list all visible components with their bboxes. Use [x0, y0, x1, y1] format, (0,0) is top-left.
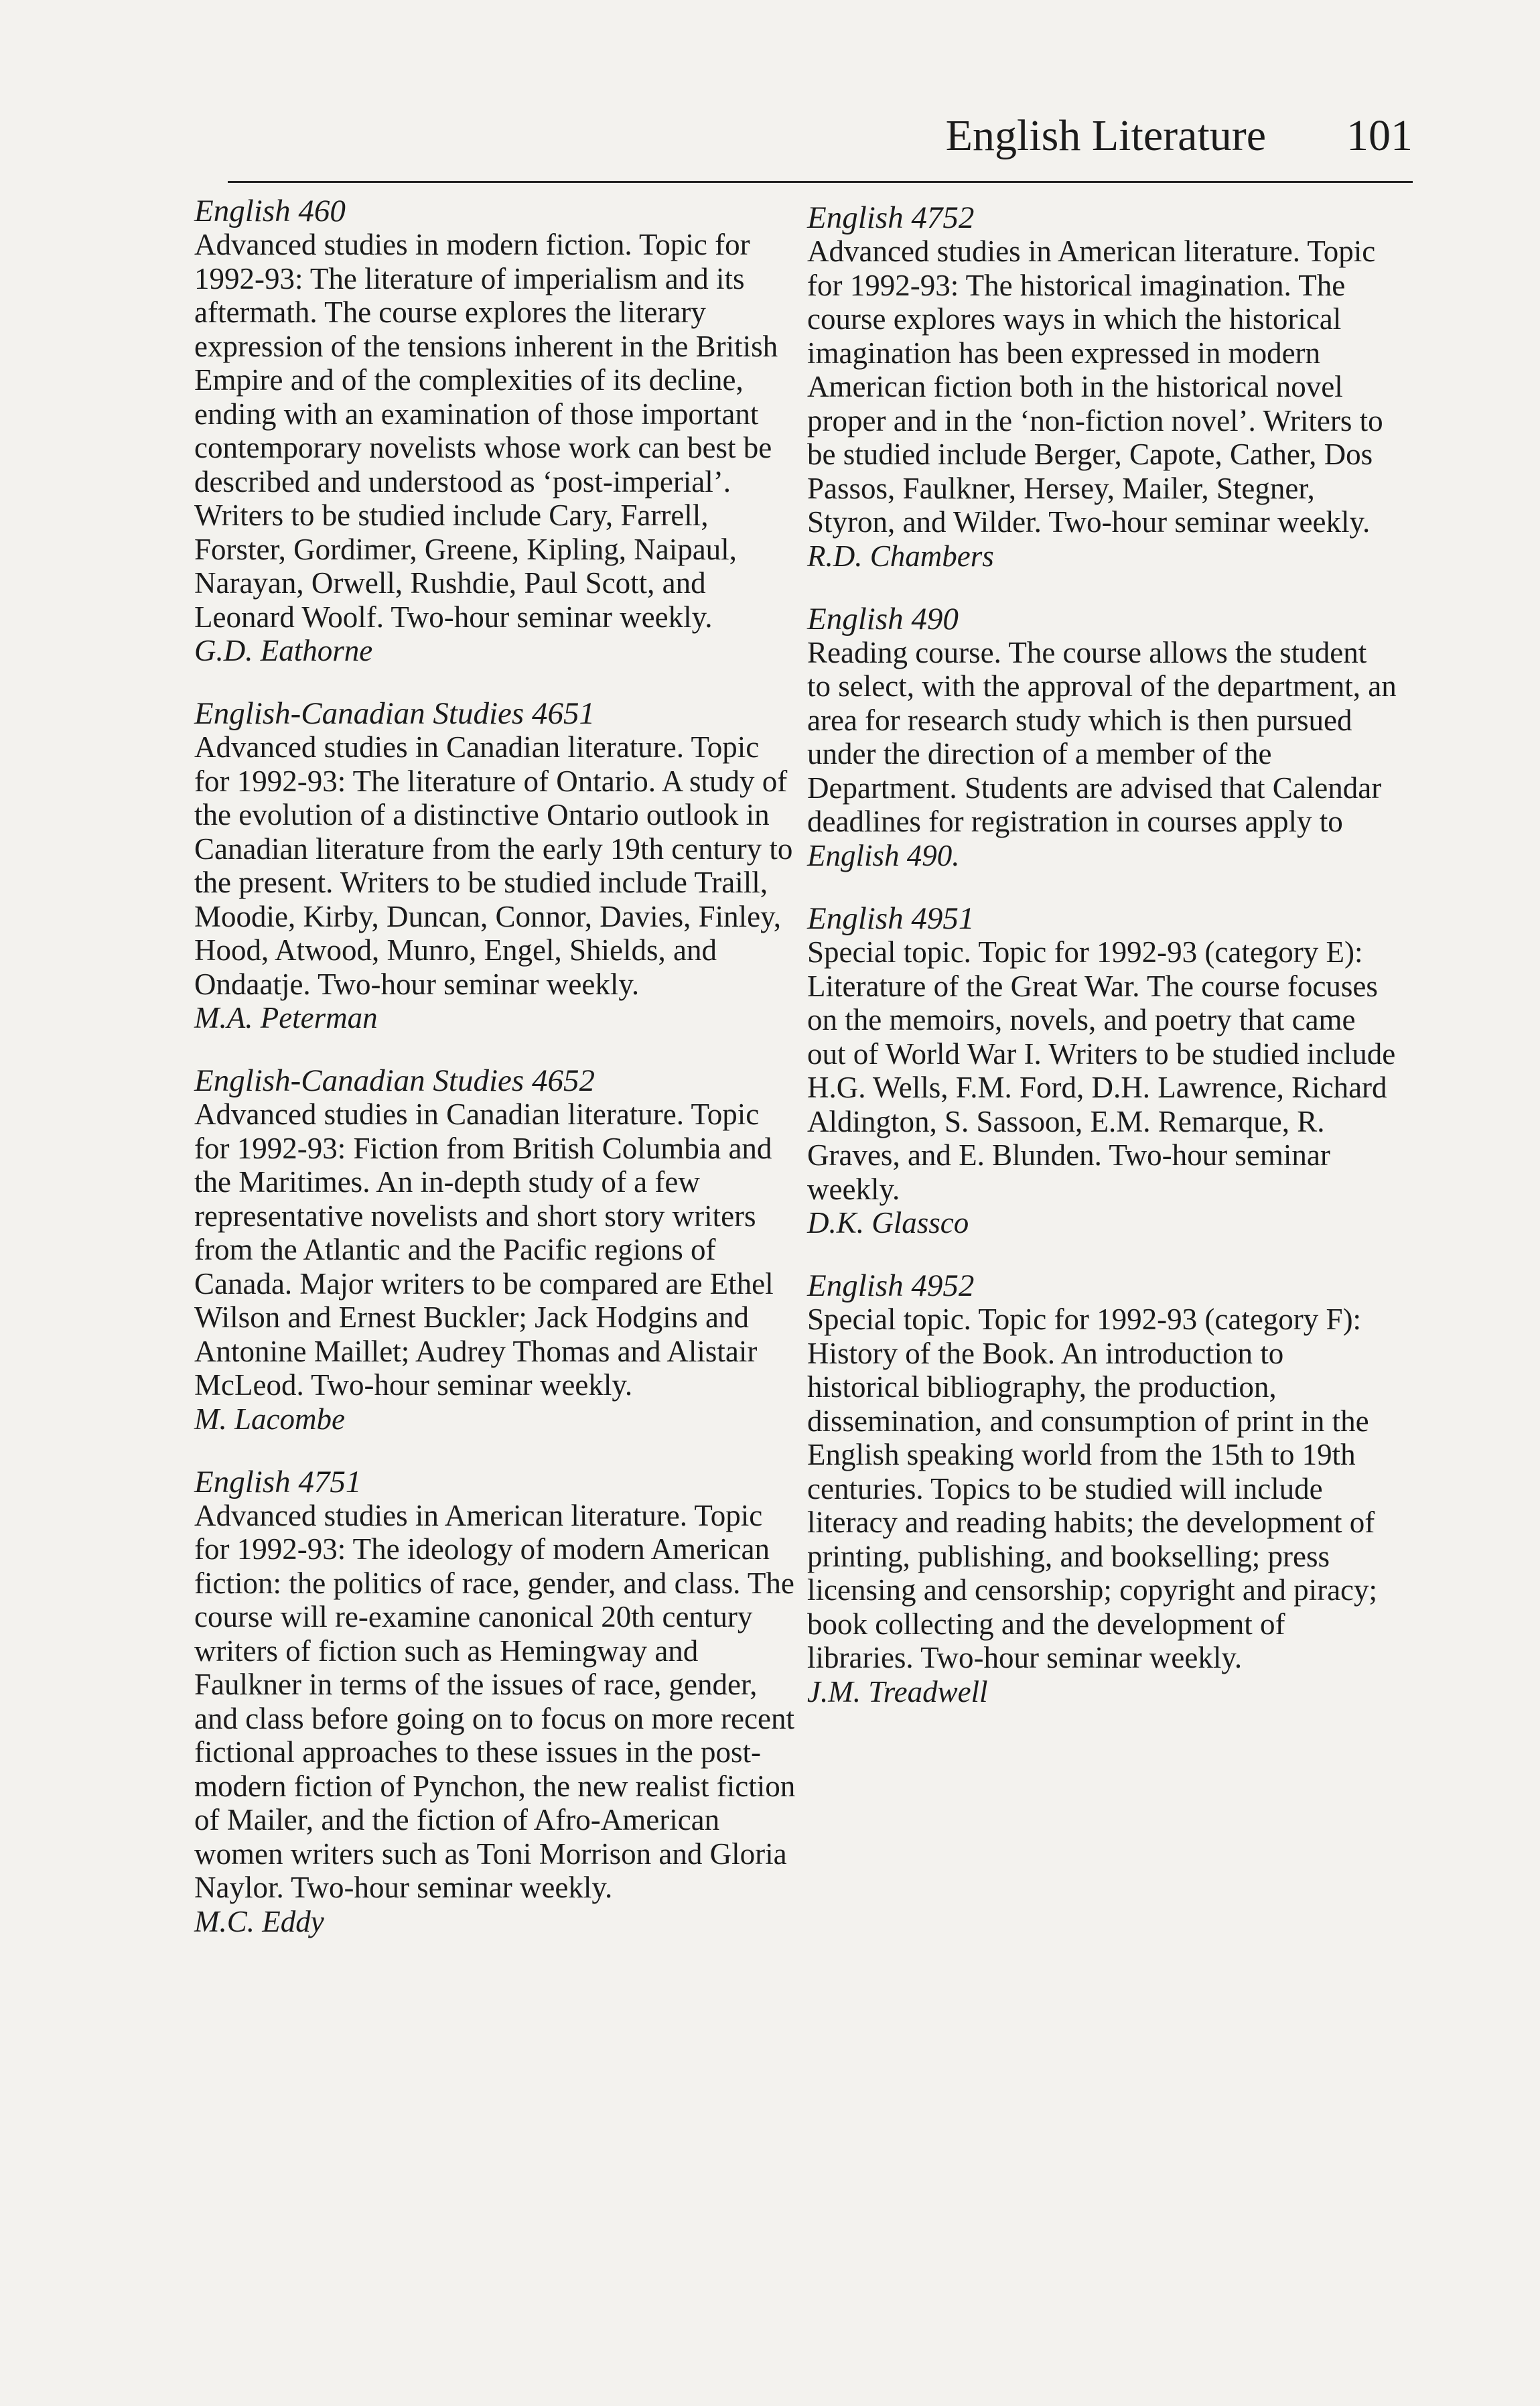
course-title: English-Canadian Studies 4651 — [194, 696, 595, 731]
course-instructor: D.K. Glassco — [807, 1206, 969, 1240]
course-instructor: M. Lacombe — [194, 1402, 345, 1436]
course-entry — [194, 1064, 797, 1436]
course-instructor: R.D. Chambers — [807, 539, 994, 573]
course-instructor: J.M. Treadwell — [807, 1674, 988, 1709]
course-description — [807, 636, 1397, 873]
page-number: 101 — [1346, 111, 1413, 160]
course-title: English 490 — [807, 601, 959, 637]
course-entry — [807, 902, 1397, 1240]
course-title: English-Canadian Studies 4652 — [194, 1063, 595, 1098]
course-entry — [807, 1269, 1397, 1709]
right-column — [807, 201, 1397, 1738]
course-title: English 460 — [194, 194, 346, 228]
course-title: English 4751 — [194, 1464, 362, 1499]
course-description: Special topic. Topic for 1992-93 (category E): Literature of the Great War. The course focuses on the memoirs, novels, and poetry that came out of World War I. Writers to be studied include H.G. Wells, F.M. Ford, D.H. Lawrence, Richard Aldington, S. Sassoon, E.M. Remarque, R. Graves, and E. Blunden. Two-hour seminar weekly. — [807, 935, 1396, 1206]
header-rule — [228, 181, 1413, 183]
running-head — [945, 111, 1413, 160]
course-entry — [807, 201, 1397, 573]
course-title: English 4752 — [807, 200, 975, 235]
course-description: Advanced studies in modern fiction. Topic for 1992-93: The literature of imperialism and its aftermath. The course explores the literary expression of the tensions inherent in the British Empire and of the complexities of its decline, ending with an examination of those important contemporary novelists whose work can best be described and understood as ‘post-imperial’. Writers to be studied include Cary, Farrell, Forster, Gordimer, Greene, Kipling, Naipaul, Narayan, Orwell, Rushdie, Paul Scott, and Leonard Woolf. Two-hour seminar weekly. — [194, 228, 778, 634]
course-reference: English 490. — [807, 838, 960, 872]
course-instructor: M.C. Eddy — [194, 1904, 324, 1938]
course-title: English 4952 — [807, 1268, 975, 1303]
course-title: English 4951 — [807, 901, 975, 936]
course-description: Advanced studies in American literature. Topic for 1992-93: The historical imagination. The course explores ways in which the historical imagination has been expressed in modern American fiction both in the historical novel proper and in the ‘non-fiction novel’. Writers to be studied include Berger, Capote, Cather, Dos Passos, Faulkner, Hersey, Mailer, Stegner, Styron, and Wilder. Two-hour seminar weekly. — [807, 235, 1383, 539]
course-description: Advanced studies in Canadian literature. Topic for 1992-93: The literature of Ontario. A study of the evolution of a distinctive Ontario outlook in Canadian literature from the early 19th century to the present. Writers to be studied include Traill, Moodie, Kirby, Duncan, Connor, Davies, Finley, Hood, Atwood, Munro, Engel, Shields, and Ondaatje. Two-hour seminar weekly. — [194, 730, 793, 1001]
course-description: Advanced studies in American literature. Topic for 1992-93: The ideology of modern American fiction: the politics of race, gender, and class. The course will re-examine canonical 20th century writers of fiction such as Hemingway and Faulkner in terms of the issues of race, gender, and class before going on to focus on more recent fictional approaches to these issues in the post-modern fiction of Pynchon, the new realist fiction of Mailer, and the fiction of Afro-American women writers such as Toni Morrison and Gloria Naylor. Two-hour seminar weekly. — [194, 1498, 796, 1904]
course-entry — [807, 602, 1397, 873]
course-entry — [194, 194, 797, 667]
course-entry — [194, 697, 797, 1034]
course-entry — [194, 1465, 797, 1938]
course-description-text: Reading course. The course allows the student to select, with the approval of the department, an area for research study which is then pursued under the direction of a member of the Department. Students are advised that Calendar deadlines for registration in courses apply to — [807, 635, 1397, 838]
course-description: Special topic. Topic for 1992-93 (category F): History of the Book. An introduction to historical bibliography, the production, dissemination, and consumption of print in the English speaking world from the 15th to 19th centuries. Topics to be studied will include literacy and reading habits; the development of printing, publishing, and bookselling; press licensing and censorship; copyright and piracy; book collecting and the development of libraries. Two-hour seminar weekly. — [807, 1302, 1378, 1674]
left-column — [194, 194, 797, 1968]
section-title: English Literature — [945, 111, 1266, 160]
course-instructor: G.D. Eathorne — [194, 634, 373, 667]
course-instructor: M.A. Peterman — [194, 1001, 378, 1034]
course-description: Advanced studies in Canadian literature. Topic for 1992-93: Fiction from British Columbia and the Maritimes. An in-depth study of a few representative novelists and short story writers from the Atlantic and the Pacific regions of Canada. Major writers to be compared are Ethel Wilson and Ernest Buckler; Jack Hodgins and Antonine Maillet; Audrey Thomas and Alistair McLeod. Two-hour seminar weekly. — [194, 1097, 774, 1402]
